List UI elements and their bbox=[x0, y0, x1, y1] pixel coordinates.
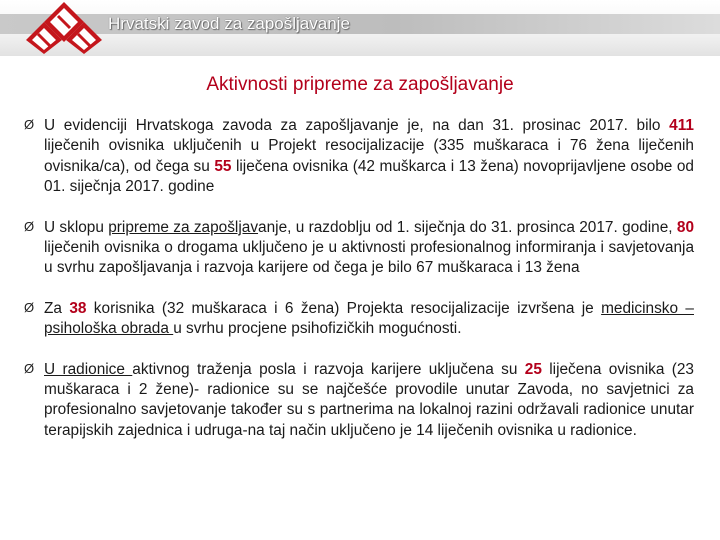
bullet-arrow-icon: Ø bbox=[24, 218, 35, 234]
bullet-evidencija bbox=[24, 116, 694, 198]
highlight-number: 80 bbox=[676, 218, 695, 236]
bullet-text: U evidenciji Hrvatskoga zavoda za zapošljavanje je, na dan 31. prosinac 2017. bilo 411 liječenih ovisnika uključenih u Projekt resocijalizacije (335 muškaraca i 76 žena liječenih ovisnika/ca), od čega su 55 liječena ovisnika (42 muškarca i 13 žena) novoprijavljene osobe od 01. siječnja 2017. godine bbox=[44, 117, 694, 196]
underlined-phrase: pripreme za zapošljav bbox=[108, 218, 259, 236]
underlined-phrase: medicinsko – psihološka obrada bbox=[44, 299, 694, 338]
hzz-logo-icon bbox=[18, 0, 110, 54]
bullet-radionice bbox=[24, 360, 694, 442]
bullet-list bbox=[24, 116, 694, 441]
bullet-obrada bbox=[24, 299, 694, 340]
highlight-number: 38 bbox=[69, 299, 87, 317]
bullet-arrow-icon: Ø bbox=[24, 299, 35, 315]
bullet-text: U radionice aktivnog traženja posla i razvoja karijere uključena su 25 liječena ovisnika (23 muškaraca i 2 žene)- radionice su se najčešće provodile unutar Zavoda, no savjetnici za profesionalno savjetovanje također su s partnerima na lokalnoj razini održavali radionice unutar terapijskih zajednica i udruga-na taj način uključeno je 14 liječenih ovisnika u radionice. bbox=[44, 360, 694, 439]
slide-title: Aktivnosti pripreme za zapošljavanje bbox=[206, 74, 514, 95]
bullet-priprema bbox=[24, 218, 694, 279]
bullet-text: U sklopu pripreme za zapošljavanje, u razdoblju od 1. siječnja do 31. prosinca 2017. godine, 80 liječenih ovisnika o drogama uključeno je u aktivnosti profesionalnog informiranja i savjetovanja u svrhu zapošljavanja i razvoja karijere od čega je bilo 67 muškaraca i 13 žena bbox=[44, 218, 695, 277]
bullet-arrow-icon: Ø bbox=[24, 117, 35, 132]
underlined-phrase: U radionice bbox=[44, 360, 133, 378]
header-bar bbox=[0, 0, 720, 56]
bullet-text: Za 38 korisnika (32 muškaraca i 6 žena) Projekta resocijalizacije izvršena je medicinsko – psihološka obrada u svrhu procjene psihofizičkih mogućnosti. bbox=[44, 299, 694, 338]
highlight-number: 55 bbox=[214, 157, 232, 175]
highlight-number: 25 bbox=[524, 360, 542, 378]
organization-name: Hrvatski zavod za zapošljavanje bbox=[108, 14, 350, 33]
highlight-number: 411 bbox=[669, 117, 694, 134]
bullet-arrow-icon: Ø bbox=[24, 360, 35, 376]
